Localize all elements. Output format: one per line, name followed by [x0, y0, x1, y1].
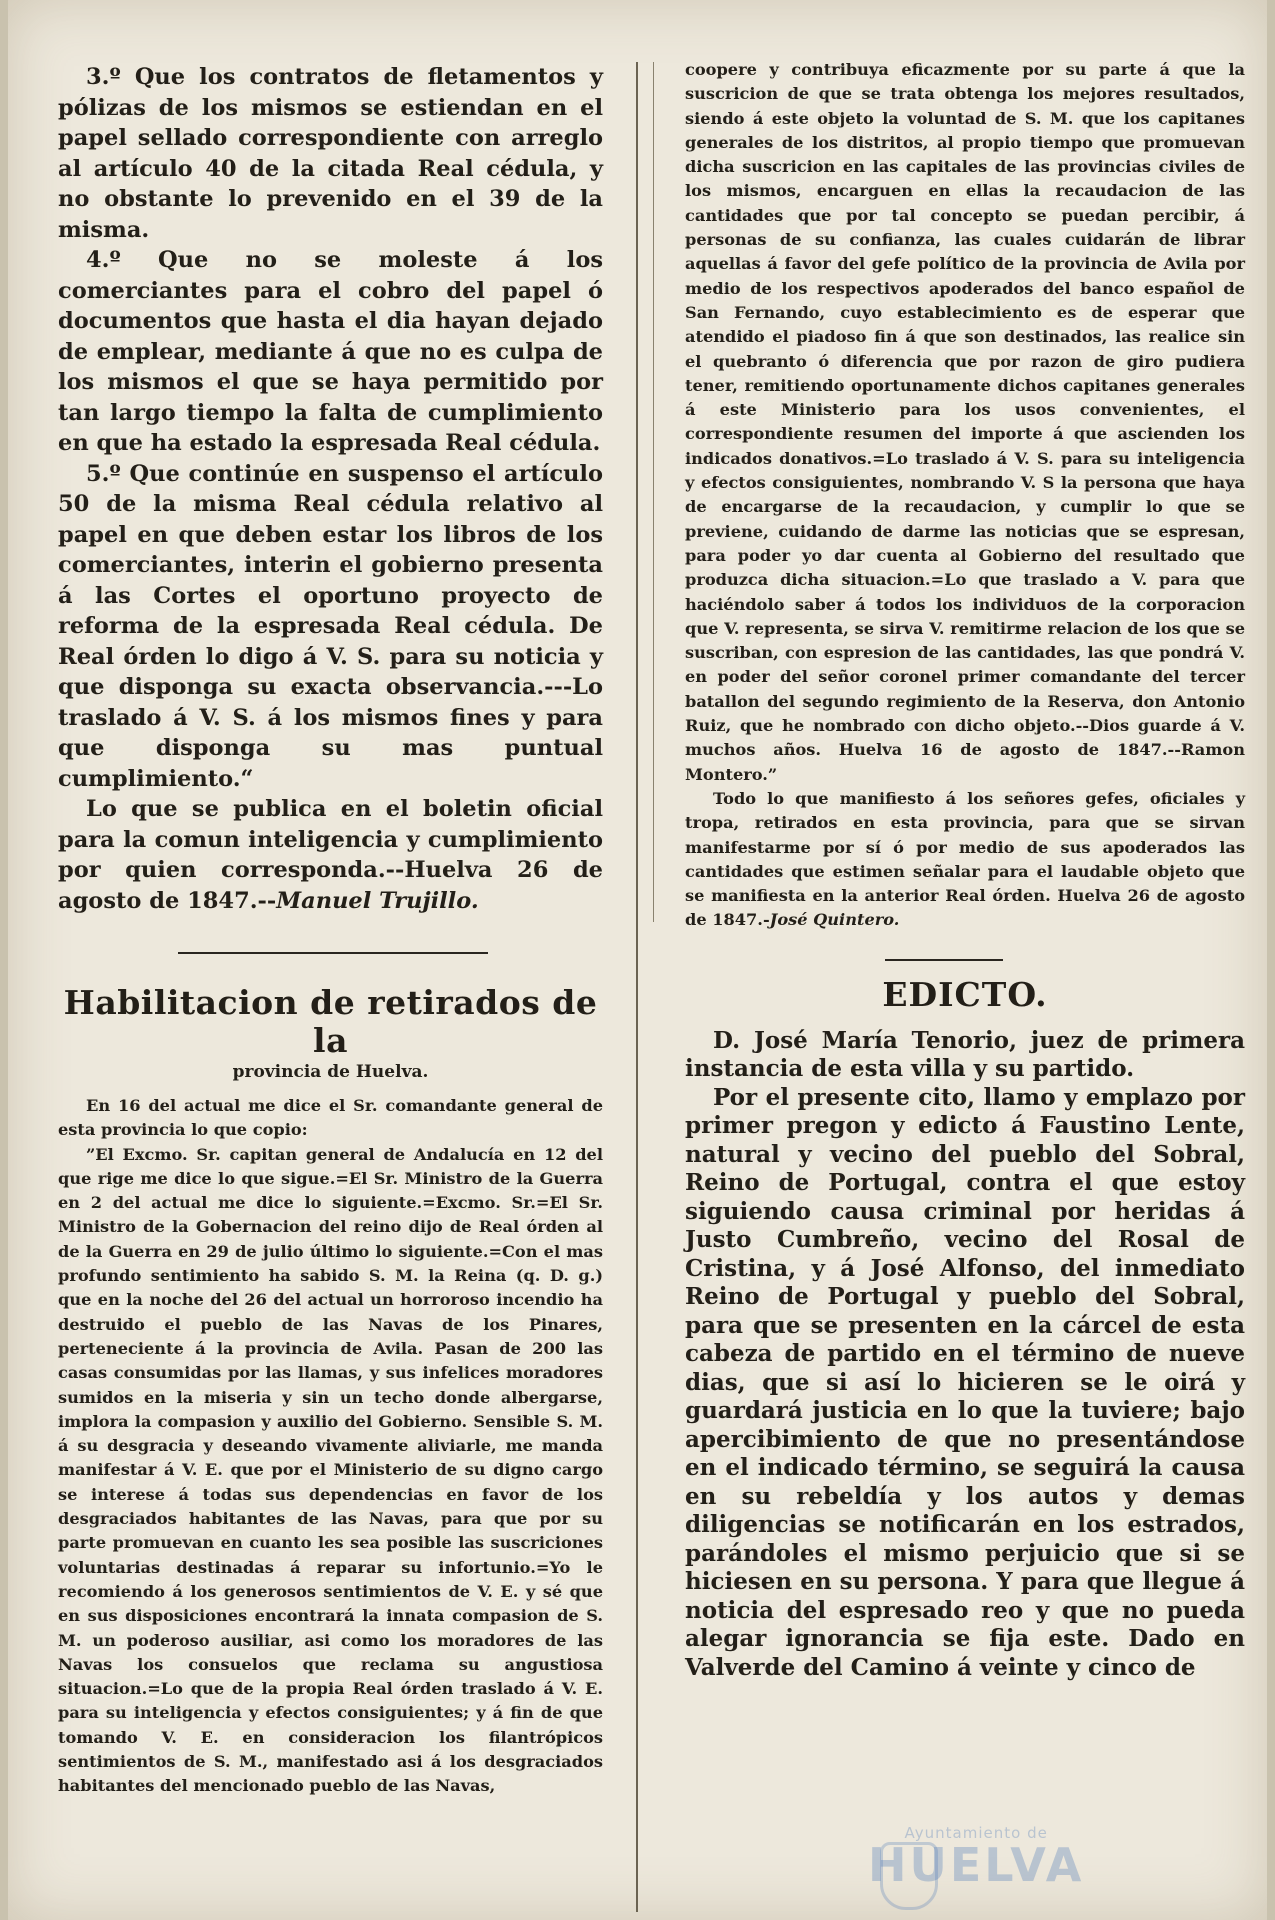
- publish-text: Lo que se publica en el boletin oficial para la comun inteligencia y cumplimiento por quien corresponda.--Huelva 26 de agosto de 1847.--: [58, 796, 603, 914]
- paragraph-3: 3.º Que los contratos de fletamentos y pólizas de los mismos se estiendan en el papel sellado correspondiente con arreglo al artículo 40 de la citada Real cédula, y no obstante lo prevenido en el 39 de la misma.: [58, 64, 603, 243]
- watermark-small: Ayuntamiento de: [904, 1824, 1048, 1842]
- article-quote: ”El Excmo. Sr. capitan general de Andalucía en 12 del que rige me dice lo que sigue.=El Sr. Ministro de la Guerra en 2 del actual me dice lo siguiente.=Excmo. Sr.=El Sr. Ministro de la Gobernacion del reino dijo de Real órden al de la Guerra en 29 de julio último lo siguiente.=Con el mas profundo sentimiento ha sabido S. M. la Reina (q. D. g.) que en la noche del 26 del actual un horroroso incendio ha destruido el pueblo de las Navas de los Pinares, perteneciente á la provincia de Avila. Pasan de 200 las casas consumidas por las llamas, y sus infelices moradores sumidos en la miseria y sin un techo donde albergarse, implora la compasion y auxilio del Gobierno. Sensible S. M. á su desgracia y deseando vivamente aliviarle, me manda manifestar á V. E. que por el Ministerio de su digno cargo se interese á todas sus dependencias en favor de los desgraciados habitantes de las Navas, para que por su parte promuevan en cuanto les sea posible las suscriciones voluntarias destinadas á reparar su infortunio.=Yo le recomiendo á los generosos sentimientos de V. E. y sé que en sus disposiciones encontrará la innata compasion de S. M. un poderoso ausiliar, asi como los moradores de las Navas los consuelos que reclama su angustiosa situacion.=Lo que de la propia Real órden traslado á V. E. para su inteligencia y efectos consiguientes; y á fin de que tomando V. E. en consideracion los filantrópicos sentimientos de S. M., manifestado asi á los desgraciados habitantes del mencionado pueblo de las Navas,: [58, 1144, 603, 1796]
- closing-signature: José Quintero.: [769, 910, 900, 930]
- article-intro: En 16 del actual me dice el Sr. comandante general de esta provincia lo que copio:: [58, 1096, 603, 1140]
- paragraph-5: 5.º Que continúe en suspenso el artículo 50 de la misma Real cédula relativo al papel en que deben estar los libros de los comerciantes, interin el gobierno presenta á las Cortes el oportuno proyecto de reforma de la espresada Real cédula. De Real órden lo digo á V. S. para su noticia y que disponga su exacta observancia.---Lo traslado á V. S. á los mismos fines y para que disponga su mas puntual cumplimiento.“: [58, 460, 603, 792]
- paragraph-4: 4.º Que no se moleste á los comerciantes para el cobro del papel ó documentos que hasta el dia hayan dejado de emplear, mediante á que no es culpa de los mismos el que se haya permitido por tan largo tiempo la falta de cumplimiento en que ha estado la espresada Real cédula.: [58, 247, 603, 456]
- closing-notice: [685, 787, 1245, 933]
- left-column: [58, 62, 603, 1799]
- article-subheadline: provincia de Huelva.: [232, 1062, 429, 1082]
- closing-text: Todo lo que manifiesto á los señores gefes, oficiales y tropa, retirados en esta provincia, para que se sirvan manifestarme por sí ó por medio de sus apoderados las cantidades que estimen señalar para el laudable objeto que se manifiesta en la anterior Real órden. Huelva 26 de agosto de 1847.-: [685, 788, 1245, 930]
- signature: Manuel Trujillo.: [276, 887, 479, 914]
- edicto-heading: D. José María Tenorio, juez de primera instancia de esta villa y su partido.: [685, 1026, 1245, 1083]
- watermark-big: HUELVA: [868, 1838, 1085, 1892]
- newspaper-page: [8, 0, 1267, 1920]
- right-column: [685, 58, 1245, 1682]
- continued-text: coopere y contribuya eficazmente por su parte á que la suscricion de que se trata obtenga los mejores resultados, siendo á este objeto la voluntad de S. M. que los capitanes generales de los distritos, al propio tiempo que promuevan dicha suscricion en las capitales de las provincias civiles de los mismos, encarguen en ellas la recaudacion de las cantidades que por tal concepto se puedan percibir, á personas de su confianza, las cuales cuidarán de librar aquellas á favor del gefe político de la provincia de Avila por medio de los respectivos apoderados del banco español de San Fernando, cuyo establecimiento es de esperar que atendido el piadoso fin á que son destinados, las realice sin el quebranto ó diferencia que por razon de giro pudiera tener, remitiendo oportunamente dichos capitanes generales á este Ministerio para los usos convenientes, el correspondiente resumen del importe á que ascienden los indicados donativos.=Lo traslado á V. S. para su inteligencia y efectos consiguientes, nombrando V. S la persona que haya de encargarse de la recaudacion, y cumplir lo que se previene, cuidando de darme las noticias que se espresan, para poder yo dar cuenta al Gobierno del resultado que produzca dicha situacion.=Lo que traslado a V. para que haciéndolo saber á todos los individuos de la corporacion que V. representa, se sirva V. remitirme relacion de los que se suscriban, con espresion de las cantidades, las que pondrá V. en poder del señor coronel primer comandante del tercer batallon del segundo regimiento de la Reserva, don Antonio Ruiz, que he nombrado con dicho objeto.--Dios guarde á V. muchos años. Huelva 16 de agosto de 1847.--Ramon Montero.”: [685, 60, 1245, 784]
- edicto-title: EDICTO.: [882, 974, 1048, 1014]
- column-divider: [636, 62, 638, 1912]
- publish-notice: [58, 794, 603, 916]
- edicto-body: Por el presente cito, llamo y emplazo por primer pregon y edicto á Faustino Lente, natural y vecino del pueblo del Sobral, Reino de Portugal, contra el que estoy siguiendo causa criminal por heridas á Justo Cumbreño, vecino del Rosal de Cristina, y á José Alfonso, del inmediato Reino de Portugal y pueblo del Sobral, para que se presenten en la cárcel de esta cabeza de partido en el término de nueve dias, que si así lo hicieren se le oirá y guardará justicia en lo que la tuviere; bajo apercibimiento de que no presentándose en el indicado término, se seguirá la causa en su rebeldía y los autos y demas diligencias se notificarán en los estrados, parándoles el mismo perjuicio que si se hiciesen en su persona. Y para que llegue á noticia del espresado reo y que no pueda alegar ignorancia se fija este. Dado en Valverde del Camino á veinte y cinco de: [685, 1083, 1245, 1681]
- column-divider-inner: [653, 62, 654, 922]
- article-headline: Habilitacion de retirados de la: [63, 983, 598, 1060]
- archive-watermark: [868, 1824, 1085, 1892]
